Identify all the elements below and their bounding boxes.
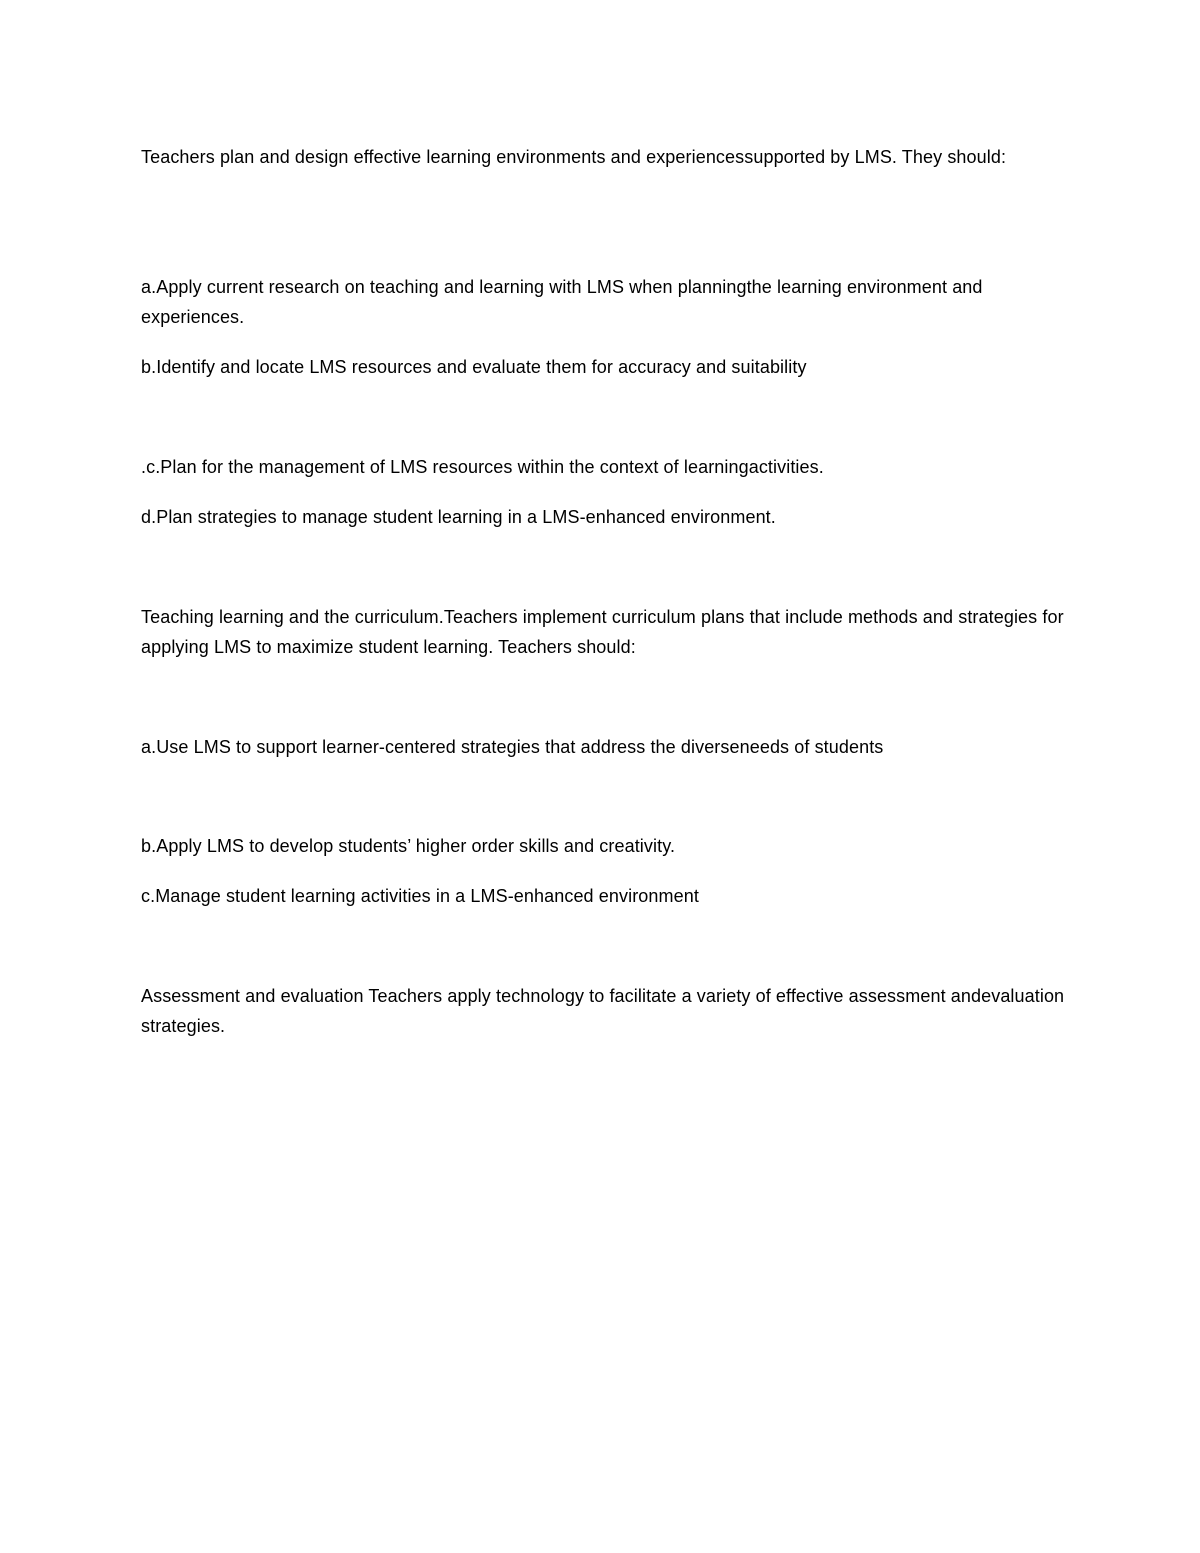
curriculum-paragraph: Teaching learning and the curriculum.Teachers implement curriculum plans that include methods and strategies for applying LMS to maximize student learning. Teachers should: [141, 607, 1064, 657]
list-item-a-apply-research: a.Apply current research on teaching and learning with LMS when planningthe learning environment and experiences. [141, 277, 983, 327]
list-item-a-use-lms: a.Use LMS to support learner-centered strategies that address the diverseneeds of students [141, 737, 884, 757]
list-item-c-manage-activities: c.Manage student learning activities in a LMS-enhanced environment [141, 886, 699, 906]
list-item-c-plan-management: .c.Plan for the management of LMS resources within the context of learningactivities. [141, 457, 824, 477]
list-item-d-plan-strategies: d.Plan strategies to manage student learning in a LMS-enhanced environment. [141, 507, 776, 527]
assessment-paragraph: Assessment and evaluation Teachers apply technology to facilitate a variety of effective assessment andevaluation strategies. [141, 986, 1065, 1036]
list-item-b-apply-lms: b.Apply LMS to develop students’ higher order skills and creativity. [141, 836, 676, 856]
list-item-b-identify-resources: b.Identify and locate LMS resources and evaluate them for accuracy and suitability [141, 357, 807, 377]
intro-paragraph: Teachers plan and design effective learning environments and experiencessupported by LMS. They should: [141, 147, 1007, 167]
